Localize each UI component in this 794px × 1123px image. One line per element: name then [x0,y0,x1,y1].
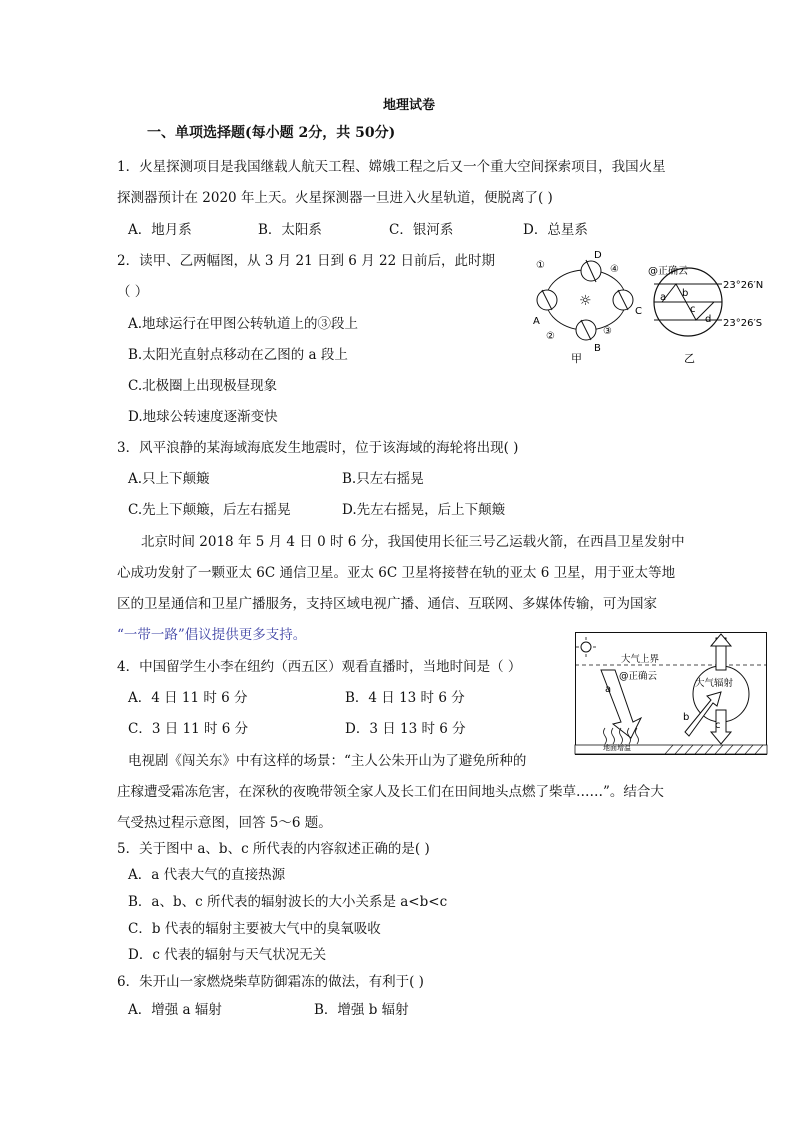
atm-radiation-label: 大气辐射 [695,678,734,689]
diagram-yi-sunpoint [648,262,768,368]
atm-ground-label: 地面增温 [603,744,631,752]
q3-option-d: D.先左右摇晃，后上下颠簸 [342,502,506,518]
exam-title: 地理试卷 [383,98,436,113]
atm-upper-label: 大气上界 [621,654,660,665]
yi-lat-north: 23°26′N [723,280,764,291]
sun-icon: ☼ [579,293,592,309]
yi-caption: 乙 [684,352,695,365]
q2-stem-line1: 2．读甲、乙两幅图，从 3 月 21 日到 6 月 22 日前后，此时期 [117,253,495,269]
jia-label-2: ② [546,331,555,342]
yi-segment-d: d [705,314,712,325]
q6-stem: 6．朱开山一家燃烧柴草防御霜冻的做法，有利于( ) [117,974,424,990]
q2-option-c: C.北极圈上出现极昼现象 [128,378,278,394]
q4-stem: 4．中国留学生小李在纽约（西五区）观看直播时，当地时间是（ ） [117,659,522,675]
q1-option-d: D．总星系 [523,222,588,238]
q5-option-c: C．b 代表的辐射主要被大气中的臭氧吸收 [128,921,381,937]
q4-option-a: A．4 日 11 时 6 分 [128,690,248,706]
yi-segment-c: c [690,304,696,315]
jia-label-C: C [635,306,642,317]
passage1-line4: “一带一路”倡议提供更多支持。 [117,627,307,643]
q1-stem-line2: 探测器预计在 2020 年上天。火星探测器一旦进入火星轨道，便脱离了( ) [117,190,553,206]
passage2-line1: 电视剧《闯关东》中有这样的场景：“主人公朱开山为了避免所种的 [128,753,527,769]
q5-option-a: A．a 代表大气的直接热源 [128,867,286,883]
q2-option-a: A.地球运行在甲图公转轨道上的③段上 [128,316,359,332]
q1-stem-line1: 1．火星探测项目是我国继载人航天工程、嫦娥工程之后又一个重大空间探索项目，我国火星 [117,159,666,175]
q5-option-b: B．a、b、c 所代表的辐射波长的大小关系是 a<b<c [128,894,448,910]
jia-label-3: ③ [603,326,612,337]
q6-option-a: A．增强 a 辐射 [128,1002,222,1018]
jia-label-A: A [533,316,540,327]
yi-lat-south: 23°26′S [723,318,763,329]
q1-option-b: B．太阳系 [258,222,322,238]
passage2-line3: 气受热过程示意图，回答 5～6 题。 [117,815,332,831]
q2-stem-line2: （ ） [117,284,149,300]
q3-option-a: A.只上下颠簸 [128,471,210,487]
q2-option-d: D.地球公转速度逐渐变快 [128,409,278,425]
jia-label-B: B [594,343,601,354]
q3-option-c: C.先上下颠簸，后左右摇晃 [128,502,291,518]
jia-label-4: ④ [610,264,619,275]
q2-option-b: B.太阳光直射点移动在乙图的 a 段上 [128,347,348,363]
atm-label-a: a [605,684,612,695]
jia-caption: 甲 [571,352,582,365]
atm-label-b: b [683,712,690,723]
yi-segment-b: b [682,288,689,299]
q5-option-d: D．c 代表的辐射与天气状况无关 [128,947,327,963]
passage2-line2: 庄稼遭受霜冻危害，在深秋的夜晚带领全家人及长工们在田间地头点燃了柴草……”。结合大 [117,784,664,800]
passage1-line3: 区的卫星通信和卫星广播服务，支持区域电视广播、通信、互联网、多媒体传输，可为国家 [117,596,657,612]
q3-option-b: B.只左右摇晃 [342,471,424,487]
yi-segment-a: a [660,292,667,303]
diagram-atmosphere-heating [575,632,767,756]
jia-label-D: D [594,250,602,261]
q1-option-c: C．银河系 [389,222,454,238]
q1-option-a: A．地月系 [128,222,192,238]
q4-option-c: C．3 日 11 时 6 分 [128,721,249,737]
jia-label-1: ① [536,260,545,271]
passage1-line1: 北京时间 2018 年 5 月 4 日 0 时 6 分，我国使用长征三号乙运载火箭，在西昌卫星发射中 [141,534,685,550]
q5-stem: 5．关于图中 a、b、c 所代表的内容叙述正确的是( ) [117,841,430,857]
atm-label-c: c [715,720,721,731]
yi-watermark: @正确云 [648,266,688,277]
atm-watermark: @正确云 [619,671,658,682]
q4-option-d: D．3 日 13 时 6 分 [345,721,466,737]
q4-option-b: B．4 日 13 时 6 分 [345,690,465,706]
passage1-line2: 心成功发射了一颗亚太 6C 通信卫星。亚太 6C 卫星将接替在轨的亚太 6 卫星，用于亚太等地 [117,565,676,581]
q6-option-b: B．增强 b 辐射 [314,1002,409,1018]
q3-stem: 3．风平浪静的某海域海底发生地震时，位于该海域的海轮将出现( ) [117,440,519,456]
section-heading: 一、单项选择题(每小题 2分，共 50分) [147,125,396,141]
diagram-jia-orbit [528,250,646,366]
